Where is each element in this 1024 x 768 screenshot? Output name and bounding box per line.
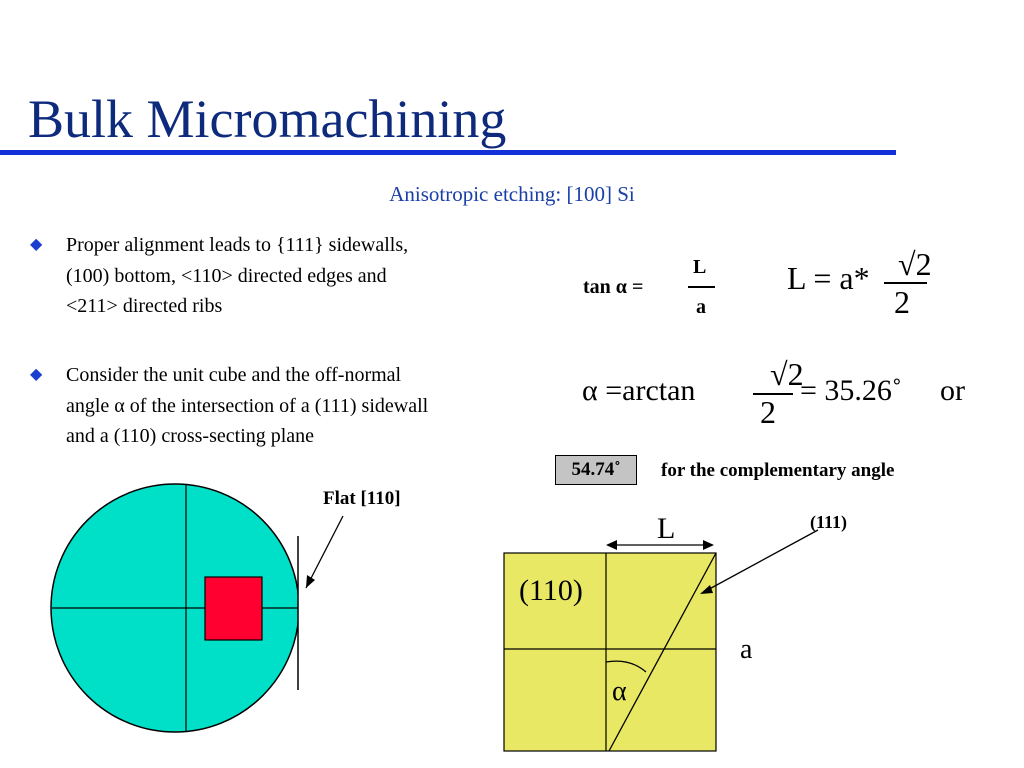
L-equation-lhs: L = a* — [787, 260, 870, 296]
arctan-numerator: √2 — [770, 356, 804, 392]
L-label: L — [657, 512, 676, 545]
L-denominator: 2 — [894, 284, 910, 320]
complement-text: for the complementary angle — [661, 460, 895, 481]
arrowhead-icon — [606, 540, 617, 550]
diamond-bullet-icon: ◆ — [30, 236, 43, 253]
arctan-denominator: 2 — [760, 394, 776, 430]
a-label: a — [740, 634, 753, 665]
tan-numerator: L — [693, 256, 707, 278]
L-numerator: √2 — [898, 246, 932, 282]
slide-title: Bulk Micromachining — [28, 89, 507, 149]
plane-110-label: (110) — [519, 574, 583, 607]
tan-denominator: a — [696, 296, 706, 318]
bullet-text: Proper alignment leads to {111} sidewalls, (100) bottom, <110> directed edges and <211> directed ribs — [66, 234, 409, 317]
arctan-lhs: α =arctan — [582, 374, 696, 407]
plane-111-pointer — [702, 530, 818, 593]
flat-label: Flat [110] — [323, 488, 401, 509]
bullet-text: Consider the unit cube and the off-normal angle α of the intersection of a (111) sidewall and a (110) cross-secting plane — [66, 364, 429, 447]
alpha-label: α — [612, 676, 627, 707]
arrowhead-icon — [703, 540, 714, 550]
diamond-bullet-icon: ◆ — [30, 366, 43, 383]
tan-equation-lhs: tan α = — [583, 276, 644, 298]
arctan-result: = 35.26˚ — [800, 374, 902, 407]
complement-angle-box: 54.74˚ — [555, 455, 637, 485]
plane-111-label: (111) — [810, 512, 848, 532]
slide-subtitle: Anisotropic etching: [100] Si — [389, 182, 635, 206]
arctan-or: or — [940, 374, 965, 407]
